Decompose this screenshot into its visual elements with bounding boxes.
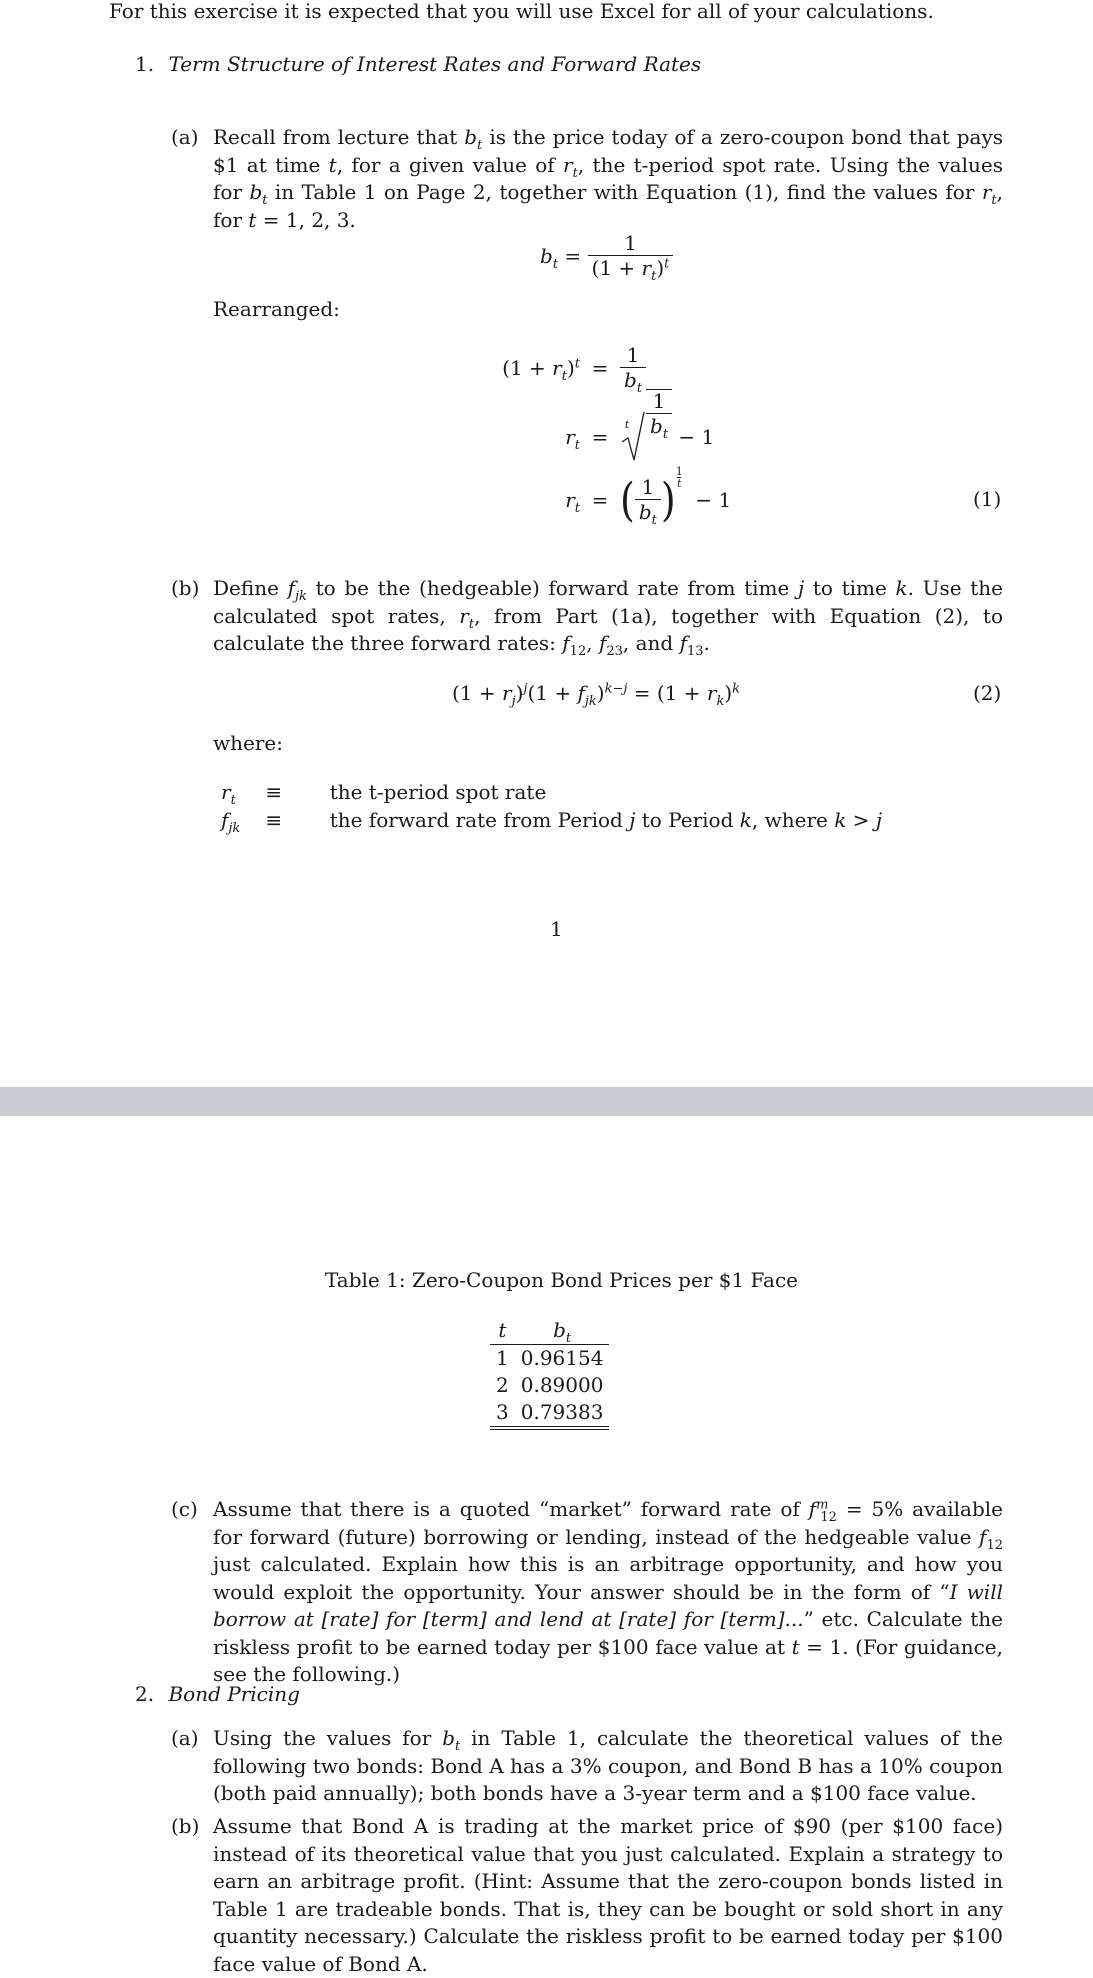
where-label: where: [213, 731, 283, 755]
table-header-bt: $b_t$ [515, 1317, 610, 1345]
q1-number: 1. [135, 52, 155, 76]
q2a-label: (a) [171, 1726, 199, 1750]
q1c-label: (c) [171, 1497, 198, 1521]
q2a-paragraph: Using the values for $b_t$ in Table 1, calculate the theoretical values of the following two bonds: Bond A has a 3% coupon, and Bond B has a 10% coupon (both paid annually); both bonds have a 3-year term and a $100 face value. [213, 1726, 1003, 1805]
eq2-number: (2) [973, 681, 1002, 705]
q1b-paragraph: Define $f_{jk}$ to be the (hedgeable) forward rate from time j to time k. Use the calculated spot rates, $r_t$, from Part (1a), together with Equation (2), to calculate the three forward rates: $f_{12}$, $f_{23}$, and $f_{13}$. [213, 576, 1004, 659]
equation-forward-rate: $(1 + r_j)^j(1 + f_{jk})^{k-j} = (1 + r_k)^k$ [452, 681, 741, 709]
intro-text: For this exercise it is expected that you will use Excel for all of your calculations. [109, 0, 934, 23]
q1b-label: (b) [171, 576, 200, 600]
nth-root-sign-icon [620, 410, 646, 464]
q1c-paragraph: Assume that there is a quoted “market” forward rate of $f^m_{12} = 5\%$ available for forward (future) borrowing or lending, instead of the hedgeable value $f_{12}$ just calculated. Explain how this is an arbitrage opportunity, and how you would exploit the opportunity. Your answer should be in the form of “I will borrow at [rate] for [term] and lend at [rate] for [term]...” etc. Calculate the riskless profit to be earned today per $100 face value at t = 1. (For guidance, see the following.) [213, 1497, 1003, 1686]
q1a-paragraph: Recall from lecture that $b_t$ is the price today of a zero-coupon bond that pays $1 at time t, for a given value of $r_t$, the t-period spot rate. Using the values for $b_t$ in Table 1 on Page 2, together with Equation (1), find the values for $r_t$, for t = 1, 2, 3. [213, 125, 1004, 232]
equation-rearranged-1: $(1 + r_t)^t$ = $\frac{1}{b_t}$ [490, 344, 646, 391]
eq1-number: (1) [973, 487, 1002, 511]
table1-caption: Table 1: Zero-Coupon Bond Prices per $1 Face [325, 1268, 799, 1292]
equation-rearranged-3: $r_t$ = ( $\frac{1}{b_t}$ ) 1 t − 1 [565, 465, 732, 528]
q1-title: Term Structure of Interest Rates and Forward Rates [168, 52, 702, 76]
definition-row: $r_t$ ≡ the t-period spot rate [221, 780, 547, 808]
svg-text:t: t [625, 420, 630, 431]
equation-bt-definition: $b_t$ = $\frac{1}{(1 + r_t)^t}$ [540, 232, 673, 279]
q2-heading [135, 1680, 300, 1708]
q1a-label: (a) [171, 125, 199, 149]
q2b-paragraph: Assume that Bond A is trading at the market price of $90 (per $100 face) instead of its theoretical value that you just calculated. Explain a strategy to earn an arbitrage profit. (Hint: Assume that the zero-coupon bonds listed in Table 1 are tradeable bonds. That is, they can be bought or sold short in any quantity necessary.) Calculate the riskless profit to be earned today per $100 face value of Bond A. [213, 1814, 1003, 1976]
equation-rearranged-2: $r_t$ = t $\frac{1}{b_t}$ − 1 [490, 410, 714, 464]
q2b-label: (b) [171, 1814, 200, 1838]
q1-heading [135, 50, 701, 78]
table-row: 1 0.96154 [496, 1346, 604, 1370]
q2-number: 2. [135, 1682, 155, 1706]
page-separator [0, 1087, 1093, 1116]
rearranged-label: Rearranged: [213, 297, 340, 321]
definition-row: $f_{jk}$ ≡ the forward rate from Period j to Period k, where k > j [221, 808, 883, 836]
page-number: 1 [550, 917, 563, 941]
q2-title: Bond Pricing [168, 1682, 300, 1706]
table1 [490, 1317, 609, 1430]
table-header-row [490, 1317, 609, 1345]
table-header-t: t [490, 1317, 515, 1345]
table-row: 2 0.89000 [496, 1373, 604, 1397]
table-row: 3 0.79383 [490, 1399, 609, 1428]
